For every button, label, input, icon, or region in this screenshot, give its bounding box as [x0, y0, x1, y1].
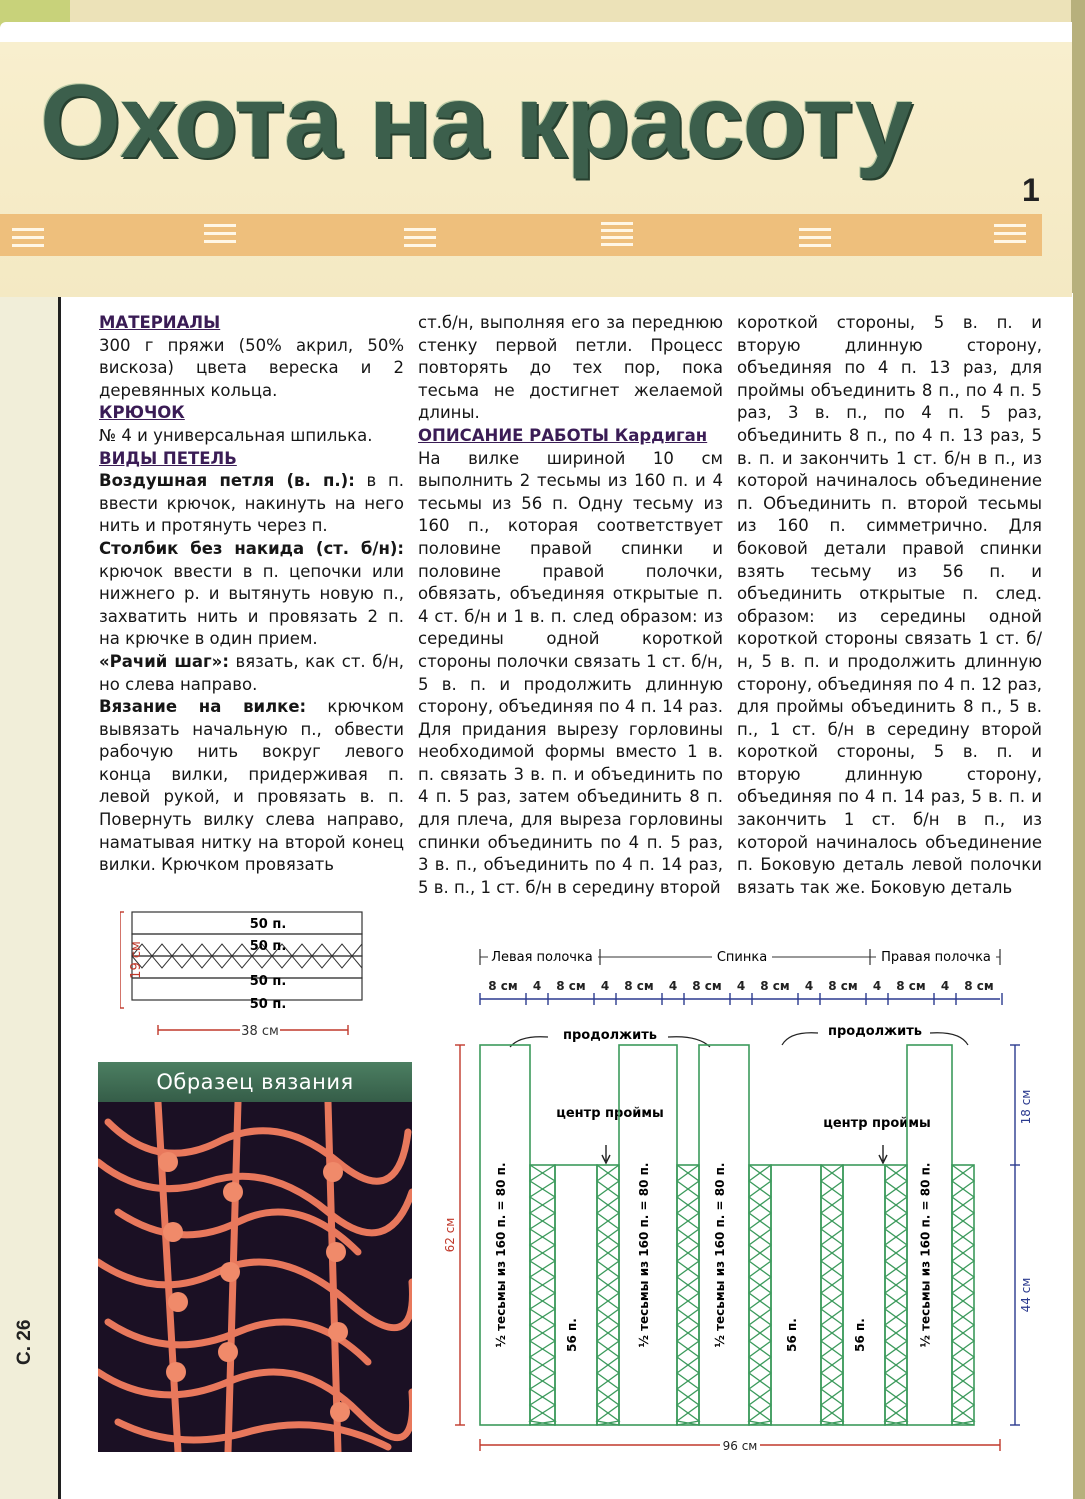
sample-title: Образец вязания	[98, 1062, 412, 1102]
stripe-ornament-icon	[990, 218, 1030, 250]
definition-term: Вязание на вилке:	[99, 697, 307, 717]
section-label: Левая полочка	[491, 950, 593, 965]
page-title: Охота на красоту	[40, 64, 912, 180]
definition-text: в п. ввести крючок, накинуть на него нить и протянуть через п.	[99, 471, 404, 536]
strip-long-label: ½ тесьмы из 160 п. = 80 п.	[637, 1162, 651, 1348]
definition-paragraph	[99, 696, 404, 877]
definition-term: «Рачий шаг»:	[99, 651, 229, 671]
strip-row-label: 50 п.	[249, 974, 287, 989]
measure-label: 8 см	[964, 979, 994, 993]
body-paragraph: короткой стороны, 5 в. п. и вторую длинную сторону, объединяя по 4 п. 13 раз, для проймы объединить 8 п., по 4 п. 5 раз, 3 в. п., по 4 п. 5 раз, объединить 8 п., по 4 п. 13 раз, 5 в. п. и закончить 1 ст. б/н в п., из которой начиналось объединение п. Объединить п. второй тесьмы из 160 п. симметрично. Для боковой детали правой спинки взять тесьму из 56 п. и объединить открытые п. след. образом: из середины одной короткой стороны связать 1 ст. б/н, 5 в. п. и продолжить длинную сторону, объединяя по 4 п. 12 раз, для проймы объединить 8 п., 5 в. п., 1 ст. б/н в середину второй короткой стороны, 5 в. п. и вторую длинную сторону, объединяя по 4 п. 14 раз, 5 в. п. и закончить 1 ст. б/н в п., из которой начиналось объединение п. Боковую деталь левой полочки вязать так же. Боковую деталь	[737, 313, 1042, 897]
strip-short-label: 56 п.	[785, 1318, 799, 1352]
height-44-label: 44 см	[1019, 1277, 1033, 1313]
strip-row-label: 50 п.	[249, 939, 287, 954]
text-column-2	[418, 312, 723, 899]
measure-label: 8 см	[760, 979, 790, 993]
definition-text: крючком вывязать начальную п., обвести рабочую нить вокруг левого конца вилки, придерживая п. левой рукой, и провязать в. п. Повернуть вилку слева направо, наматывая нитку на второй конец вилки. Крючком провязать	[99, 697, 404, 875]
strip-row-label: 50 п.	[249, 997, 287, 1012]
section-heading: КРЮЧОК	[99, 403, 185, 423]
text-column-1	[99, 312, 404, 877]
definition-paragraph	[99, 538, 404, 651]
cardigan-schema-diagram	[430, 935, 1050, 1465]
measure-label: 8 см	[556, 979, 586, 993]
section-heading: МАТЕРИАЛЫ	[99, 313, 221, 332]
section-label: Правая полочка	[881, 950, 991, 965]
continue-label: продолжить	[828, 1024, 922, 1039]
sample-photo-panel	[98, 1062, 412, 1452]
strip-long-label: ½ тесьмы из 160 п. = 80 п.	[494, 1162, 508, 1348]
section-heading: ОПИСАНИЕ РАБОТЫ Кардиган	[418, 425, 708, 445]
definition-text: крючок ввести в п. цепочки или нижнего р. и вытянуть новую п., захватить нить и провязать 2 п. на крючке в один прием.	[99, 561, 404, 649]
armhole-arrow	[602, 1145, 610, 1163]
strip-size-diagram	[120, 900, 380, 1050]
armhole-center-label: центр проймы	[556, 1106, 664, 1121]
strip-rect	[843, 1165, 885, 1425]
body-paragraph: 300 г пряжи (50% акрил, 50% вискоза) цвета вереска и 2 деревянных кольца.	[99, 335, 404, 400]
height-62-label: 62 см	[443, 1217, 457, 1253]
definition-term: Столбик без накида (ст. б/н):	[99, 538, 404, 558]
continue-label: продолжить	[563, 1028, 657, 1043]
stripe-ornament-icon	[200, 218, 240, 250]
strip-long-label: ½ тесьмы из 160 п. = 80 п.	[918, 1162, 933, 1348]
definition-paragraph	[99, 470, 404, 538]
armhole-center-label: центр проймы	[823, 1116, 931, 1131]
strip-width-label: 38 см	[241, 1024, 279, 1039]
measure-label: 4	[872, 979, 882, 993]
width-96-label: 96 см	[722, 1439, 758, 1453]
right-page-edge	[1071, 0, 1085, 1499]
measure-label: 4	[940, 979, 950, 993]
side-page-label: С. 26	[14, 1319, 35, 1365]
measure-label: 4	[736, 979, 746, 993]
measure-label: 8 см	[896, 979, 926, 993]
definition-text: вязать, как ст. б/н, но слева направо.	[99, 651, 404, 694]
decorative-stripe	[0, 214, 1042, 256]
measure-label: 8 см	[692, 979, 722, 993]
height-18-label: 18 см	[1019, 1089, 1033, 1125]
body-paragraph: На вилке шириной 10 см выполнить 2 тесьмы из 160 п. и 4 тесьмы из 56 п. Одну тесьму из 160 п., которая соответствует половине правой спинки и половине правой полочки, обвязать, объединяя открытые п. 4 ст. б/н и 1 в. п. след образом: из середины одной короткой стороны полочки связать 1 ст. б/н, 5 в. п. и продолжить длинную сторону, объединяя по 4 п. 14 раз. Для придания вырезу горловины необходимой формы вместо 1 в. п. связать 3 в. п. и объединить по 4 п. 5 раз, затем объединить 8 п. для плеча, для выреза горловины спинки объединить по 4 п. 5 раз, 3 в. п., объединить по 4 п. 14 раз, 5 в. п., 1 ст. б/н в середину второй	[418, 448, 723, 897]
strip-long-label: ½ тесьмы из 160 п. = 80 п.	[713, 1162, 727, 1348]
strip-row-label: 50 п.	[249, 917, 287, 932]
armhole-arrow	[879, 1145, 887, 1163]
knitting-sample-image	[98, 1102, 412, 1452]
strip-rect	[771, 1165, 821, 1425]
stripe-ornament-icon	[795, 218, 835, 250]
body-paragraph: ст.б/н, выполняя его за переднюю стенку первой петли. Процесс повторять до тех пор, пока тесьма не достигнет желаемой длины.	[418, 313, 723, 423]
measure-label: 4	[600, 979, 610, 993]
section-heading: ВИДЫ ПЕТЕЛЬ	[99, 448, 237, 468]
stripe-ornament-icon	[400, 218, 440, 250]
section-label: Спинка	[716, 950, 768, 965]
left-margin-column	[0, 293, 58, 1499]
measure-label: 4	[532, 979, 542, 993]
strip-rect	[555, 1165, 597, 1425]
continue-arrow	[782, 1033, 818, 1045]
text-column-3	[737, 312, 1042, 899]
measure-label: 8 см	[624, 979, 654, 993]
stripe-ornament-icon	[8, 218, 48, 250]
definition-paragraph	[99, 651, 404, 696]
measure-label: 4	[668, 979, 678, 993]
continue-arrow	[930, 1033, 968, 1045]
strip-short-label: 56 п.	[853, 1318, 867, 1352]
definition-term: Воздушная петля (в. п.):	[99, 471, 355, 491]
strip-height-label: 19 см	[129, 941, 144, 979]
body-paragraph: № 4 и универсальная шпилька.	[99, 425, 373, 445]
measure-label: 8 см	[828, 979, 858, 993]
stripe-ornament-icon	[597, 218, 637, 250]
measure-label: 4	[804, 979, 814, 993]
measure-label: 8 см	[488, 979, 518, 993]
page-number: 1	[1022, 172, 1040, 208]
strip-short-label: 56 п.	[565, 1318, 579, 1352]
